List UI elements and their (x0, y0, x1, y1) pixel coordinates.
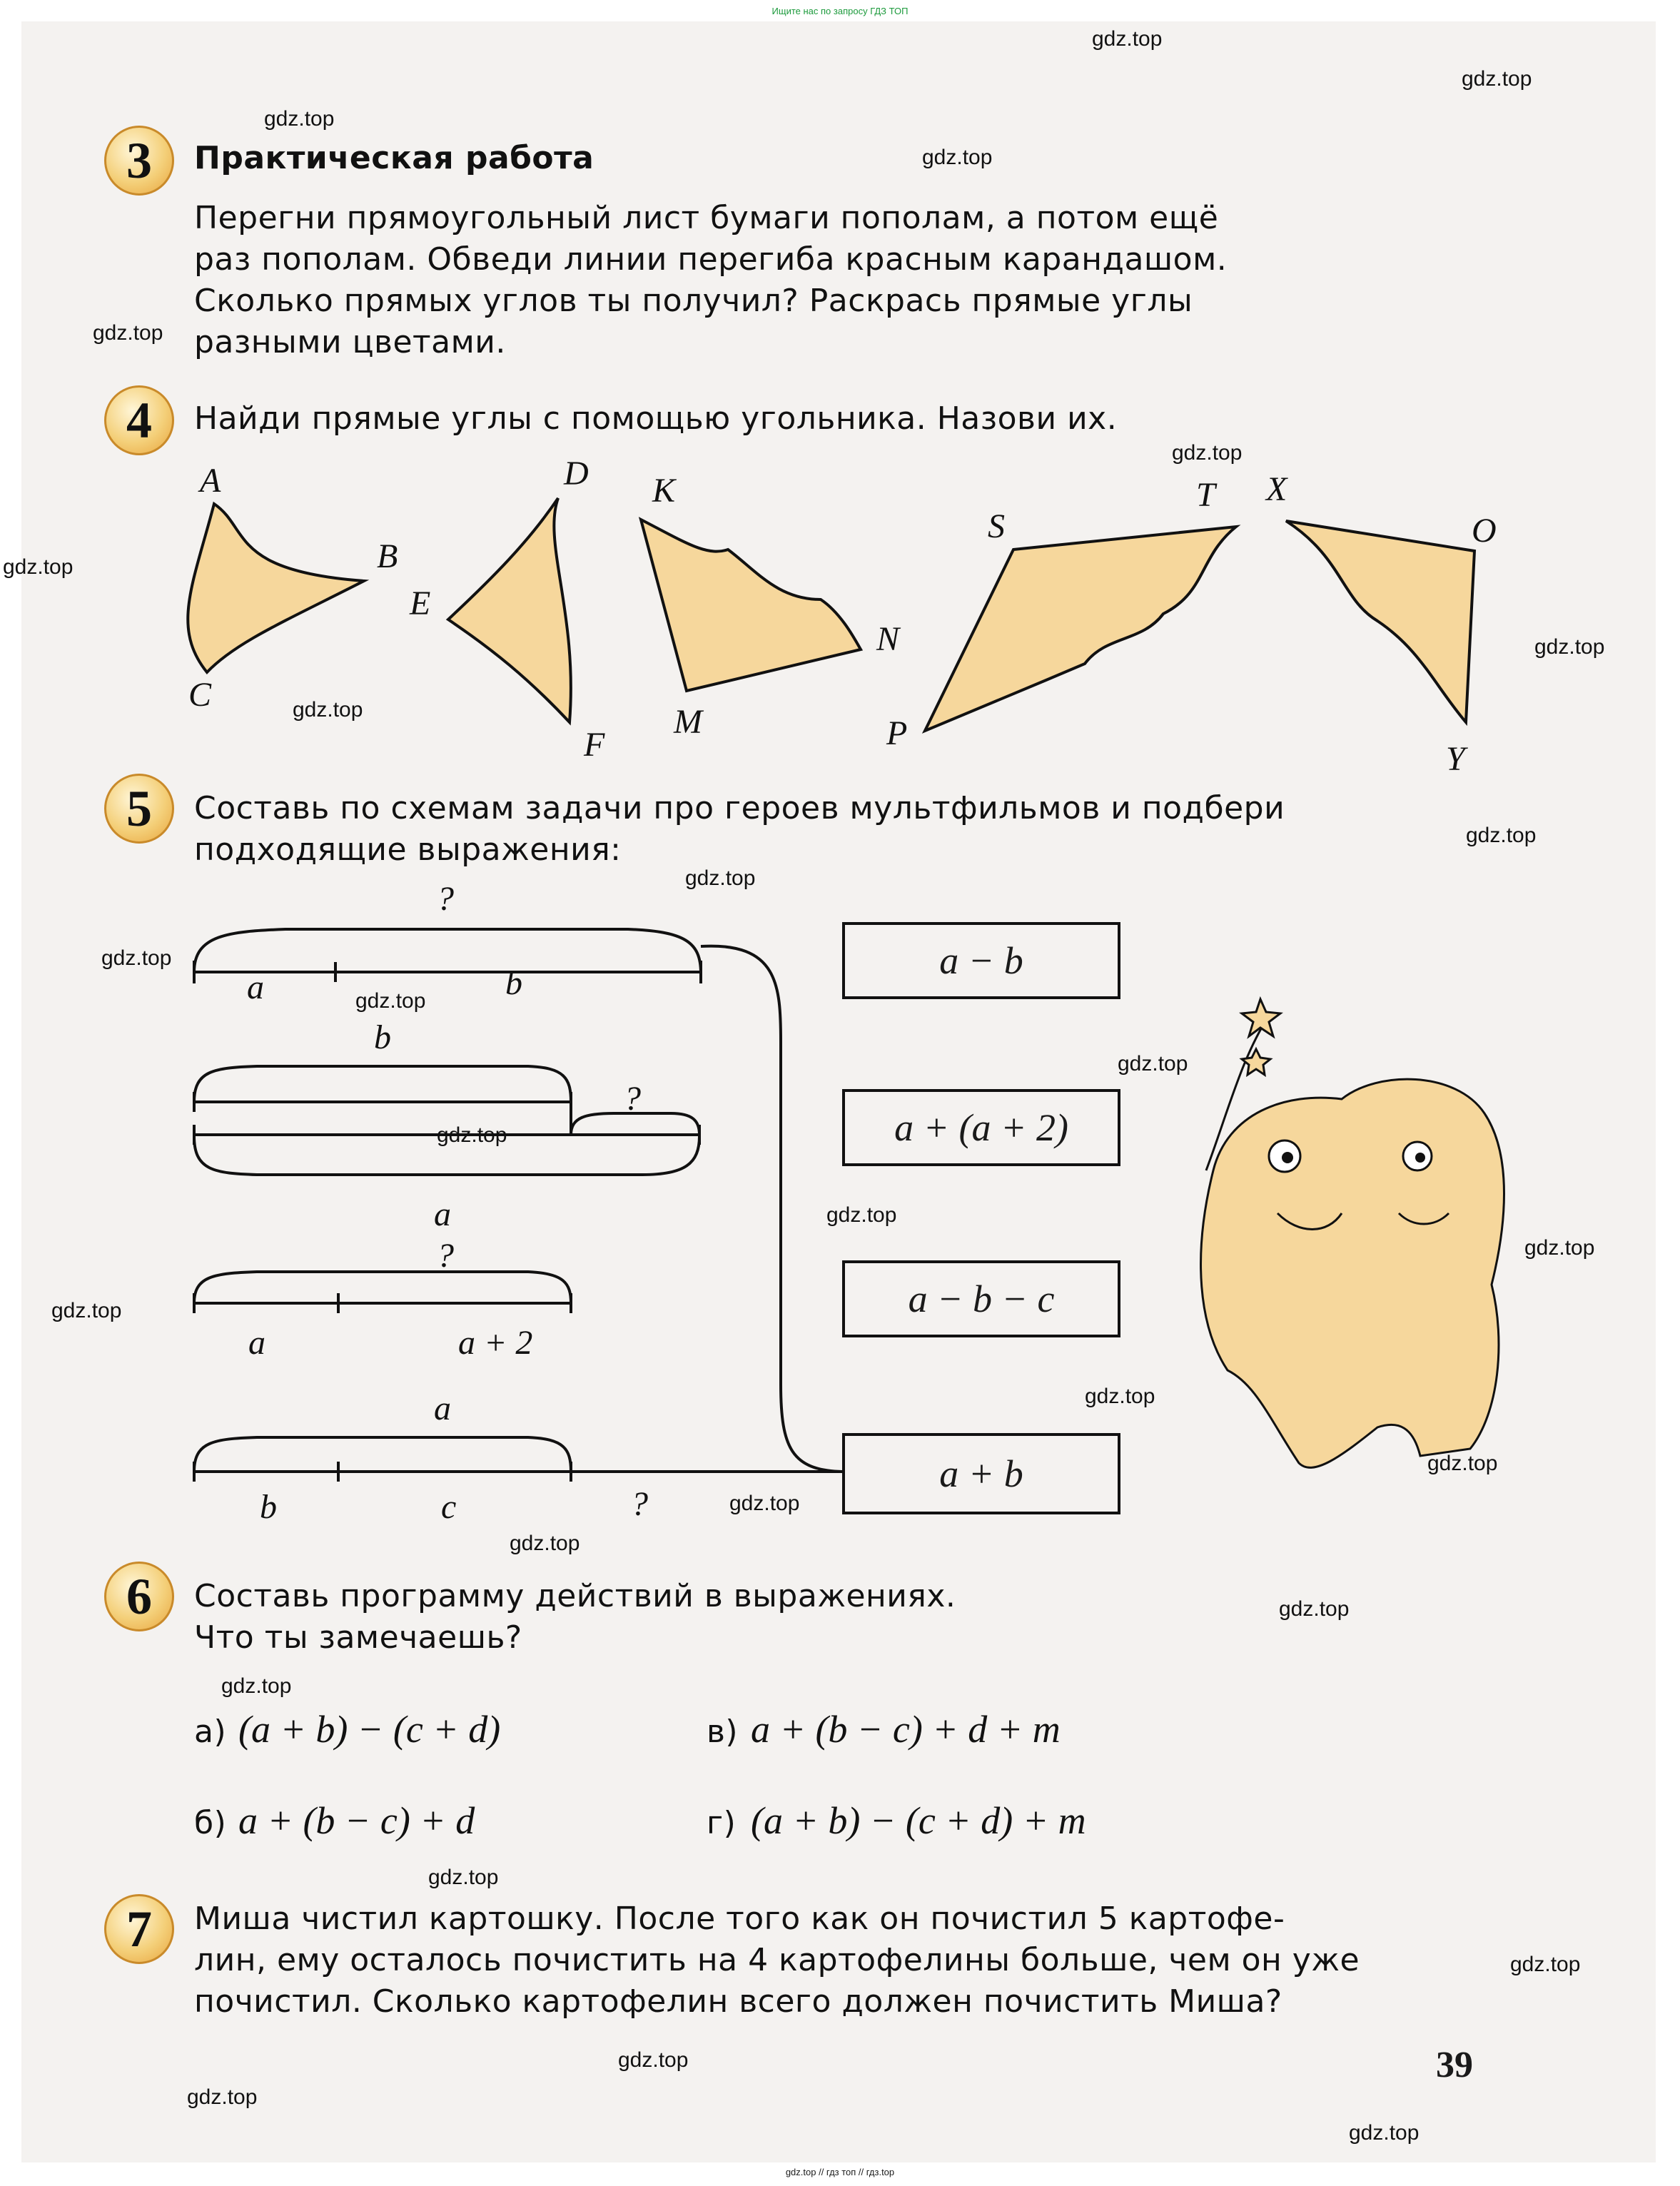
watermark: gdz.top (293, 698, 363, 722)
watermark: gdz.top (618, 2048, 689, 2072)
task-6-item-g-label: г) (707, 1805, 737, 1841)
vertex-label-s: S (988, 507, 1005, 545)
watermark: gdz.top (922, 146, 993, 169)
task-6-item-a-label: а) (194, 1714, 227, 1750)
task-7-line-1: Миша чистил картошку. После того как он почистил 5 картофе- (194, 1901, 1285, 1937)
scheme-2-bottom-bracket (194, 1136, 699, 1175)
vertex-label-p: P (886, 714, 908, 752)
vertex-label-n: N (876, 620, 900, 658)
watermark: gdz.top (101, 946, 172, 970)
page-number: 39 (1436, 2045, 1473, 2085)
watermark: gdz.top (437, 1123, 507, 1147)
expression-box-3[interactable]: a − b − c (842, 1260, 1120, 1337)
shape-abc (188, 504, 364, 672)
watermark: gdz.top (510, 1532, 580, 1555)
vertex-label-x: X (1266, 470, 1287, 508)
scheme-3-bracket (194, 1272, 571, 1303)
task-7-line-3: почистил. Сколько картофелин всего должен почистить Миша? (194, 1983, 1282, 2020)
task-6-item-v-label: в) (707, 1714, 739, 1750)
watermark: gdz.top (3, 555, 74, 579)
scheme-2-label-b: b (374, 1018, 391, 1056)
scheme-1-question: ? (437, 880, 454, 918)
scheme-2-question: ? (624, 1080, 641, 1118)
task-6-line-2: Что ты замечаешь? (194, 1619, 522, 1656)
vertex-label-e: E (410, 585, 431, 622)
scheme-1-bracket (194, 929, 701, 973)
expression-box-4[interactable]: a + b (842, 1433, 1120, 1514)
scheme-4-label-a: a (434, 1390, 451, 1427)
watermark: gdz.top (93, 321, 163, 345)
task-6-item-b-label: б) (194, 1805, 227, 1841)
watermark: gdz.top (1092, 27, 1163, 51)
scheme-2-top-bracket (194, 1066, 571, 1102)
expression-box-1[interactable]: a − b (842, 922, 1120, 999)
watermark: gdz.top (1349, 2121, 1420, 2145)
watermark: gdz.top (685, 866, 756, 890)
vertex-label-t: T (1196, 476, 1215, 514)
task-3-line-2: раз пополам. Обведи линии перегиба красным карандашом. (194, 241, 1228, 278)
vertex-label-f: F (584, 726, 605, 764)
watermark: gdz.top (1534, 635, 1605, 659)
watermark: gdz.top (1466, 824, 1537, 847)
vertex-label-a: A (200, 462, 221, 500)
vertex-label-y: Y (1446, 740, 1465, 778)
scheme-4-question: ? (631, 1485, 648, 1523)
scheme-3-label-a: a (248, 1324, 265, 1362)
watermark: gdz.top (1279, 1597, 1350, 1621)
task-3-line-1: Перегни прямоугольный лист бумаги пополам, а потом ещё (194, 200, 1219, 236)
task-3-number-badge: 3 (104, 126, 174, 196)
watermark: gdz.top (428, 1866, 499, 1889)
task-6-item-b-expression: a + (b − c) + d (238, 1799, 475, 1842)
vertex-label-d: D (564, 455, 589, 492)
scheme-3-question: ? (437, 1237, 454, 1275)
vertex-label-c: C (188, 676, 212, 714)
vertex-label-k: K (652, 472, 676, 510)
watermark: gdz.top (1462, 67, 1532, 91)
scheme-1-label-a: a (247, 968, 264, 1006)
watermark: gdz.top (729, 1492, 800, 1515)
scheme-1-label-b: b (505, 964, 522, 1002)
task-5-line-1: Составь по схемам задачи про героев мультфильмов и подбери (194, 790, 1285, 826)
task-7-number-badge: 7 (104, 1894, 174, 1964)
watermark: gdz.top (1172, 441, 1243, 465)
vertex-label-b: B (377, 537, 398, 575)
scheme-2-label-a: a (434, 1195, 451, 1233)
cartoon-characters-illustration (1201, 999, 1504, 1467)
shape-stp (925, 527, 1236, 731)
scheme-4-label-c: c (441, 1488, 457, 1526)
watermark: gdz.top (187, 2085, 258, 2109)
watermark: gdz.top (1118, 1052, 1188, 1076)
task-4-text: Найди прямые углы с помощью угольника. Назови их. (194, 400, 1118, 437)
task-5-line-2: подходящие выражения: (194, 831, 622, 868)
bottom-link[interactable]: gdz.top // гдз топ // гдз.top (785, 2167, 895, 2177)
task-7-line-2: лин, ему осталось почистить на 4 картофелины больше, чем он уже (194, 1942, 1360, 1978)
watermark: gdz.top (1524, 1236, 1595, 1260)
task-6-number-badge: 6 (104, 1562, 174, 1631)
task-3-title: Практическая работа (194, 140, 594, 176)
task-3-line-3: Сколько прямых углов ты получил? Раскрась прямые углы (194, 283, 1193, 319)
watermark: gdz.top (1510, 1953, 1581, 1976)
watermark: gdz.top (51, 1299, 122, 1322)
top-link[interactable]: Ищите нас по запросу ГДЗ ТОП (771, 6, 909, 16)
shape-def (448, 498, 571, 722)
task-4-number-badge: 4 (104, 385, 174, 455)
shape-kmn (641, 520, 861, 691)
task-6-item-v-expression: a + (b − c) + d + m (751, 1708, 1061, 1751)
task-3-line-4: разными цветами. (194, 324, 506, 360)
task-6-line-1: Составь программу действий в выражениях. (194, 1578, 956, 1614)
watermark: gdz.top (1085, 1385, 1155, 1408)
task-5-number-badge: 5 (104, 774, 174, 844)
scheme-4-label-b: b (260, 1488, 277, 1526)
watermark: gdz.top (1427, 1452, 1498, 1475)
vertex-label-m: M (674, 703, 702, 741)
watermark: gdz.top (264, 107, 335, 131)
vertex-label-o: O (1472, 512, 1497, 550)
scheme-3-label-a-plus-2: a + 2 (458, 1324, 533, 1362)
watermark: gdz.top (221, 1674, 292, 1698)
watermark: gdz.top (355, 989, 426, 1013)
watermark: gdz.top (826, 1203, 897, 1227)
task-6-item-g-expression: (a + b) − (c + d) + m (751, 1799, 1086, 1842)
scheme-4-bracket (194, 1437, 571, 1472)
connector-bracket (701, 946, 842, 1472)
shape-xoy (1286, 521, 1474, 722)
expression-box-2[interactable]: a + (a + 2) (842, 1089, 1120, 1166)
task-6-item-a-expression: (a + b) − (c + d) (238, 1708, 501, 1751)
